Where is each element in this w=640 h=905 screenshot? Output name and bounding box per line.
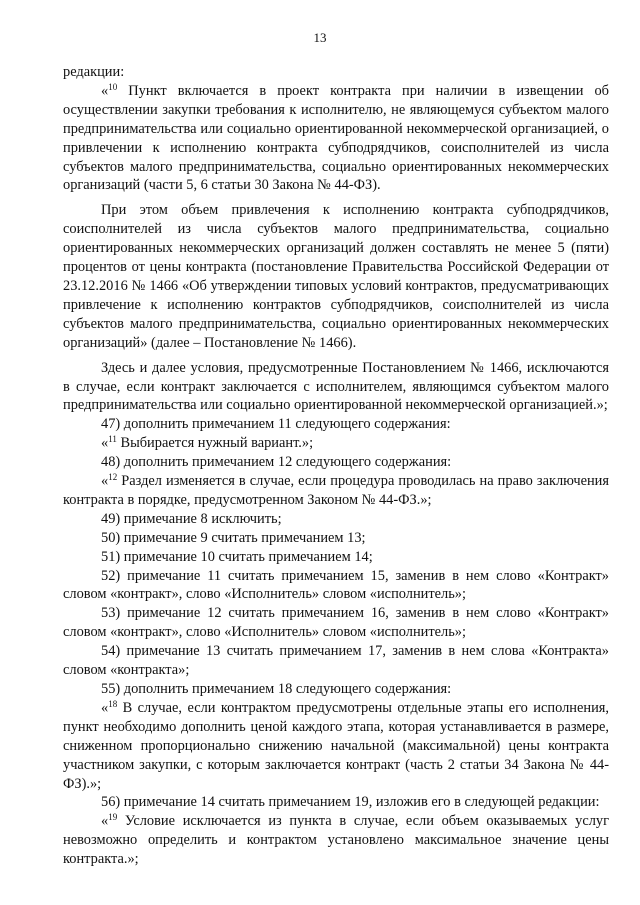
opening-quote: « xyxy=(101,473,109,490)
paragraph xyxy=(63,434,609,453)
paragraph-text: Условие исключается из пункта в случае, если объем оказываемых услуг невозможно определить и контрактом установлено максимальное значение цены контракта.»; xyxy=(63,813,609,868)
paragraph-text: Раздел изменяется в случае, если процедура проводилась на право заключения контракта в порядке, предусмотренном Законом № 44-ФЗ.»; xyxy=(63,473,609,508)
paragraph xyxy=(63,510,609,529)
paragraph-text: 49) примечание 8 исключить; xyxy=(101,510,282,527)
footnote-marker: 11 xyxy=(108,434,117,445)
paragraph xyxy=(63,680,609,699)
paragraph-text: Здесь и далее условия, предусмотренные Постановлением № 1466, исключаются в случае, если контракт заключается с исполнителем, являющимся субъектом малого предпринимательства или социально ориентированной некоммерческой организацией.»; xyxy=(63,359,609,414)
footnote-marker: 18 xyxy=(108,698,118,709)
paragraph-text: 51) примечание 10 считать примечанием 14; xyxy=(101,548,373,565)
paragraph xyxy=(63,63,609,82)
paragraph xyxy=(63,793,609,812)
opening-quote: « xyxy=(101,813,109,830)
paragraph xyxy=(63,453,609,472)
opening-quote: « xyxy=(101,699,109,716)
paragraph-text: 52) примечание 11 считать примечанием 15, заменив в нем слово «Контракт» словом «контракт», слово «Исполнитель» словом «исполнитель»; xyxy=(63,567,609,603)
paragraph-text: 56) примечание 14 считать примечанием 19, изложив его в следующей редакции: xyxy=(101,794,600,811)
paragraph xyxy=(63,604,609,642)
paragraph-text: редакции: xyxy=(63,64,125,80)
paragraph-text: 50) примечание 9 считать примечанием 13; xyxy=(101,529,366,546)
paragraph-text: При этом объем привлечения к исполнению контракта субподрядчиков, соисполнителей из числа субъектов малого предпринимательства, социально ориентированных некоммерческих организаций должен составлять не менее 5 (пяти) процентов от цены контракта (постановление Правительства Российской Федерации от 23.12.2016 № 1466 «Об утверждении типовых условий контрактов, предусматривающих привлечение к исполнению контрактов субподрядчиков, соисполнителей из числа субъектов малого предпринимательства, социально ориентированных некоммерческих организаций» (далее – Постановление № 1466). xyxy=(63,202,609,351)
paragraph xyxy=(63,201,609,352)
paragraph-text: 47) дополнить примечанием 11 следующего содержания: xyxy=(101,416,451,433)
paragraph xyxy=(63,82,609,195)
paragraph xyxy=(63,548,609,567)
paragraph-text: Пункт включается в проект контракта при наличии в извещении об осуществлении закупки требования к исполнителю, не являющемуся субъектом малого предпринимательства или социально ориентированной некоммерческой организацией, о привлечении к исполнению контракта субподрядчиков, соисполнителей из числа субъектов малого предпринимательства, социально ориентированных некоммерческих организаций (части 5, 6 статьи 30 Закона № 44-ФЗ). xyxy=(63,82,609,194)
paragraph-text: 48) дополнить примечанием 12 следующего содержания: xyxy=(101,454,452,471)
paragraph xyxy=(63,359,609,416)
paragraph xyxy=(63,567,609,605)
opening-quote: « xyxy=(101,435,109,452)
document-body xyxy=(63,63,609,869)
paragraph-text: Выбирается нужный вариант.»; xyxy=(116,435,314,452)
paragraph xyxy=(63,415,609,434)
paragraph-text: 55) дополнить примечанием 18 следующего содержания: xyxy=(101,681,452,697)
paragraph xyxy=(63,812,609,869)
paragraph xyxy=(63,472,609,510)
footnote-marker: 12 xyxy=(108,472,118,483)
paragraph xyxy=(63,699,609,794)
page-number: 13 xyxy=(313,30,327,45)
paragraph xyxy=(63,529,609,548)
paragraph-text: 54) примечание 13 считать примечанием 17, заменив в нем слова «Контракта» словом «контракта»; xyxy=(63,643,609,679)
paragraph-text: 53) примечание 12 считать примечанием 16, заменив в нем слово «Контракт» словом «контракт», слово «Исполнитель» словом «исполнитель»; xyxy=(63,605,609,641)
opening-quote: « xyxy=(101,82,109,99)
paragraph-text: В случае, если контрактом предусмотрены отдельные этапы его исполнения, пункт необходимо дополнить ценой каждого этапа, которая устанавливается в размере, сниженном пропорционально снижению начальной (максимальной) цены контракта участником закупки, с которым заключается контракт (часть 2 статьи 34 Закона № 44-ФЗ).»; xyxy=(63,699,609,792)
footnote-marker: 19 xyxy=(108,812,118,823)
paragraph xyxy=(63,642,609,680)
footnote-marker: 10 xyxy=(108,81,118,92)
